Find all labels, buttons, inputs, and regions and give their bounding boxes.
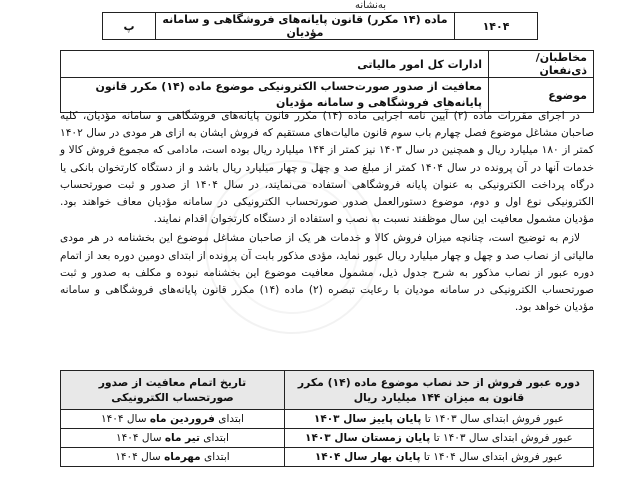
header-year: ۱۴۰۴ <box>455 13 538 40</box>
audience-value: ادارات کل امور مالیاتی <box>61 51 489 78</box>
end-date-cell: ابتدای مهرماه سال ۱۴۰۴ <box>61 448 285 467</box>
meta-table <box>60 50 594 113</box>
breakdown-table <box>60 370 594 467</box>
period-cell: عبور فروش ابتدای سال ۱۴۰۴ تا پایان بهار سال ۱۴۰۴ <box>284 448 593 467</box>
breakdown-col1-header: دوره عبور فروش از حد نصاب موضوع ماده (۱۴) مکرر قانون به میزان ۱۴۴ میلیارد ریال <box>284 371 593 410</box>
body-text <box>60 108 594 318</box>
breakdown-col2-header: تاریخ اتمام معافیت از صدور صورتحساب الکترونیکی <box>61 371 285 410</box>
period-cell: عبور فروش ابتدای سال ۱۴۰۳ تا پایان پاییز سال ۱۴۰۳ <box>284 410 593 429</box>
paragraph-2: لازم به توضیح است، چنانچه میزان فروش کالا و خدمات هر یک از صاحبان مشاغل موضوع این بخشنامه در هر مودی مالیاتی از نصاب صد و چهل و چهار میلیارد ریال عبور نماید، مؤدی مذکور بابت آن پرونده از ابتدای دومین دوره بعد از اتمام دوره عبور از نصاب مذکور به شرح جدول ذیل، مشمول معافیت موضوع این بخشنامه نبوده و مکلف به صدور و ثبت صورتحساب الکترونیکی در سامانه مودیان با رعایت تبصره (۲) ماده (۱۴) مکرر قانون پایانه‌های فروشگاهی و سامانه مؤدیان خواهد بود. <box>60 232 594 314</box>
table-row <box>61 429 594 448</box>
subject-label: موضوع <box>489 78 594 113</box>
subject-value: معافیت از صدور صورت‌حساب الکترونیکی موضوع ماده (۱۴) مکرر قانون پایانه‌های فروشگاهی و سامانه مؤدیان <box>61 78 489 113</box>
header-title: ماده (۱۴ مکرر) قانون پایانه‌های فروشگاهی و سامانه مؤدیان <box>156 13 455 40</box>
page-top-fragment: به‌نشانه <box>355 0 387 11</box>
paragraph-1: در اجرای مقررات ماده (۲) آیین نامه اجرایی ماده (۱۴) مکرر قانون پایانه‌های فروشگاهی و سامانه مؤدیان، کلیه صاحبان مشاغل موضوع فصل چهارم باب سوم قانون مالیات‌های مستقیم که فروش ایشان به ازای هر مودی در سال ۱۴۰۲ کمتر از ۱۸۰ میلیارد ریال و همچنین در سال ۱۴۰۳ نیز کمتر از ۱۴۴ میلیارد ریال بوده است، مادامی که مجموع فروش کالا و خدمات آنها در آن پرونده در سال ۱۴۰۴ کمتر از مبلغ صد و چهل و چهار میلیارد ریال باشد و از دستگاه کارتخوان بانکی یا درگاه پرداخت الکترونیکی به عنوان پایانه فروشگاهی استفاده می‌نمایند، در سال ۱۴۰۴ از صدور و ثبت صورتحساب الکترونیکی نوع اول و دوم، موضوع دستورالعمل صدور صورتحساب الکترونیکی در سامانه مؤدیان معاف خواهند بود. مؤدیان مشمول معافیت این سال موظفند نسبت به نصب و استفاده از دستگاه کارتخوان اقدام نمایند. <box>60 110 594 226</box>
header-letter: پ <box>103 13 156 40</box>
table-row <box>61 410 594 429</box>
period-cell: عبور فروش ابتدای سال ۱۴۰۳ تا پایان زمستان سال ۱۴۰۳ <box>284 429 593 448</box>
table-row <box>61 448 594 467</box>
end-date-cell: ابتدای فروردین ماه سال ۱۴۰۴ <box>61 410 285 429</box>
header-table <box>102 12 538 40</box>
end-date-cell: ابتدای تیر ماه سال ۱۴۰۴ <box>61 429 285 448</box>
audience-label: مخاطبان/ذی‌نفعان <box>489 51 594 78</box>
